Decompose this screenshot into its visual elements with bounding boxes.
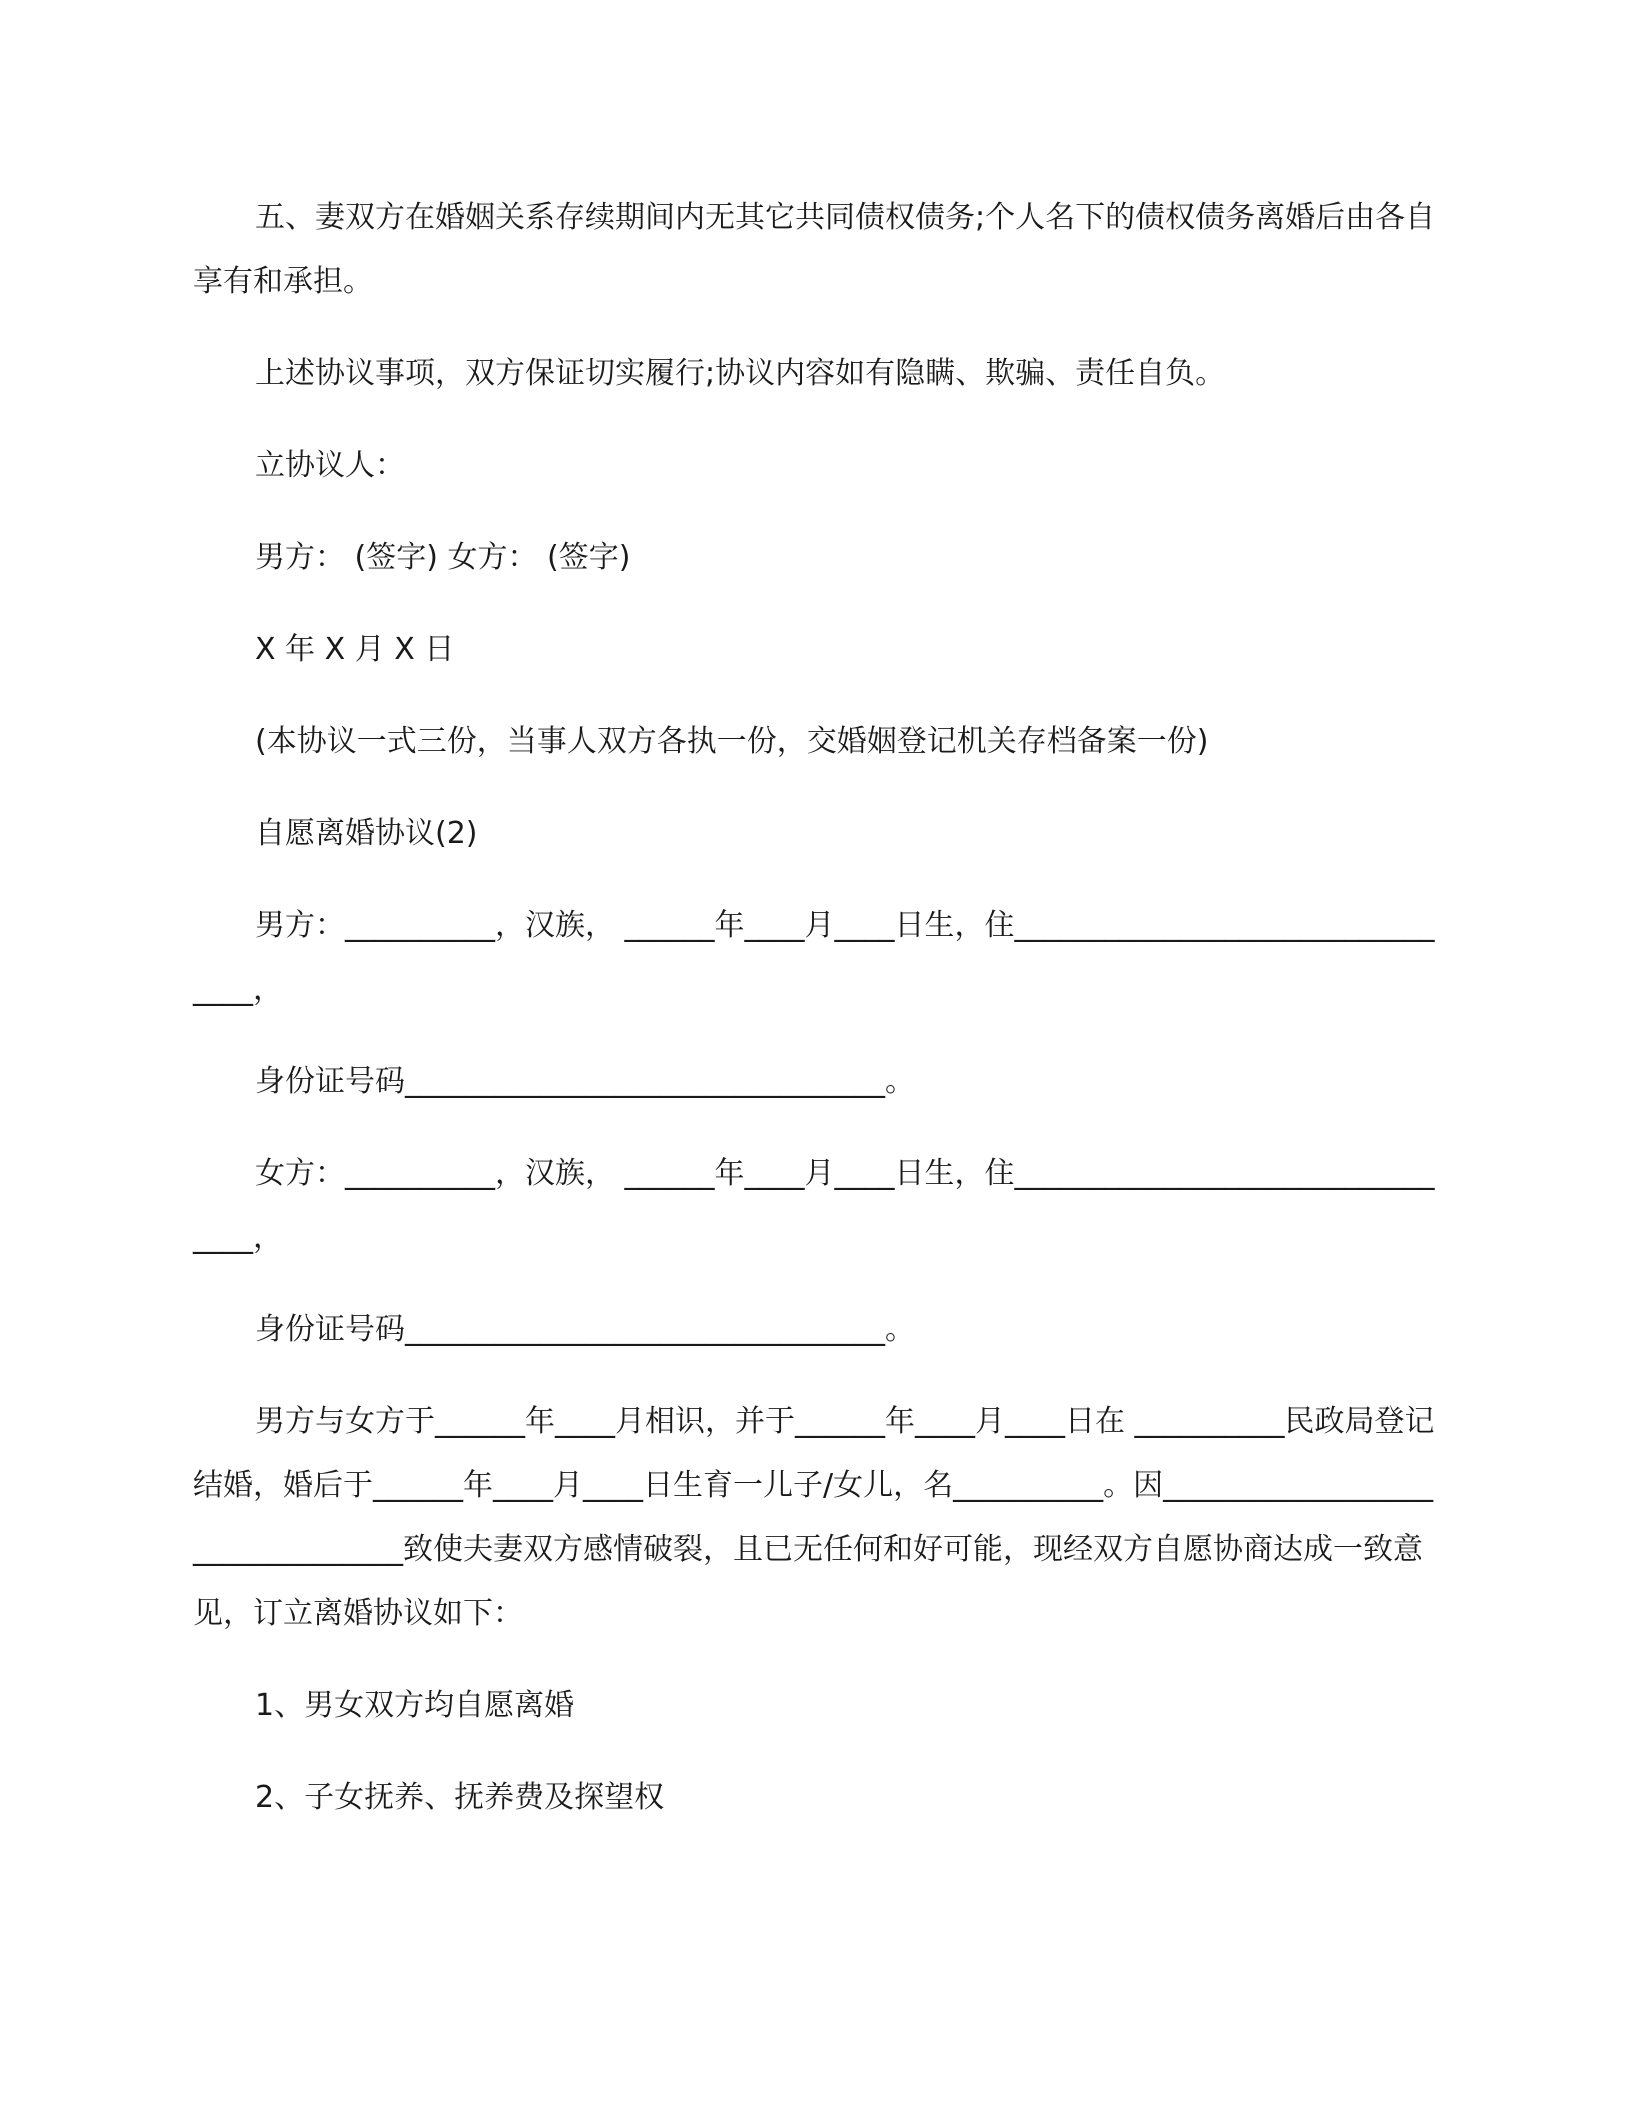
female-id-number: 身份证号码________________________________。	[255, 1312, 915, 1347]
signatories-label: 立协议人：	[255, 448, 405, 483]
signature-line: 男方： (签字) 女方： (签字)	[255, 540, 631, 575]
male-id-number: 身份证号码________________________________。	[255, 1064, 915, 1099]
male-party-info: 男方：__________，汉族， ______年____月____日生，住________________________________，	[193, 908, 1435, 1007]
guarantee-statement: 上述协议事项，双方保证切实履行;协议内容如有隐瞒、欺骗、责任自负。	[255, 356, 1226, 391]
female-party-info: 女方：__________，汉族， ______年____月____日生，住________________________________，	[193, 1156, 1435, 1255]
document-body	[193, 186, 1438, 1858]
marriage-background: 男方与女方于______年____月相识，并于______年____月____日在 __________民政局登记结婚，婚后于______年____月____日生育一儿子/女儿，名__________。因________________________________致使夫妻双方感情破裂，且已无任何和好可能，现经双方自愿协商达成一致意见，订立离婚协议如下：	[193, 1404, 1435, 1631]
date-line: X 年 X 月 X 日	[255, 632, 455, 667]
item-two-custody: 2、子女抚养、抚养费及探望权	[255, 1780, 665, 1815]
copies-note: (本协议一式三份，当事人双方各执一份，交婚姻登记机关存档备案一份)	[255, 724, 1209, 759]
clause-five-debts: 五、妻双方在婚姻关系存续期间内无其它共同债权债务;个人名下的债权债务离婚后由各自享有和承担。	[193, 200, 1436, 299]
agreement-title-2: 自愿离婚协议(2)	[255, 816, 478, 851]
item-one-divorce: 1、男女双方均自愿离婚	[255, 1688, 575, 1723]
